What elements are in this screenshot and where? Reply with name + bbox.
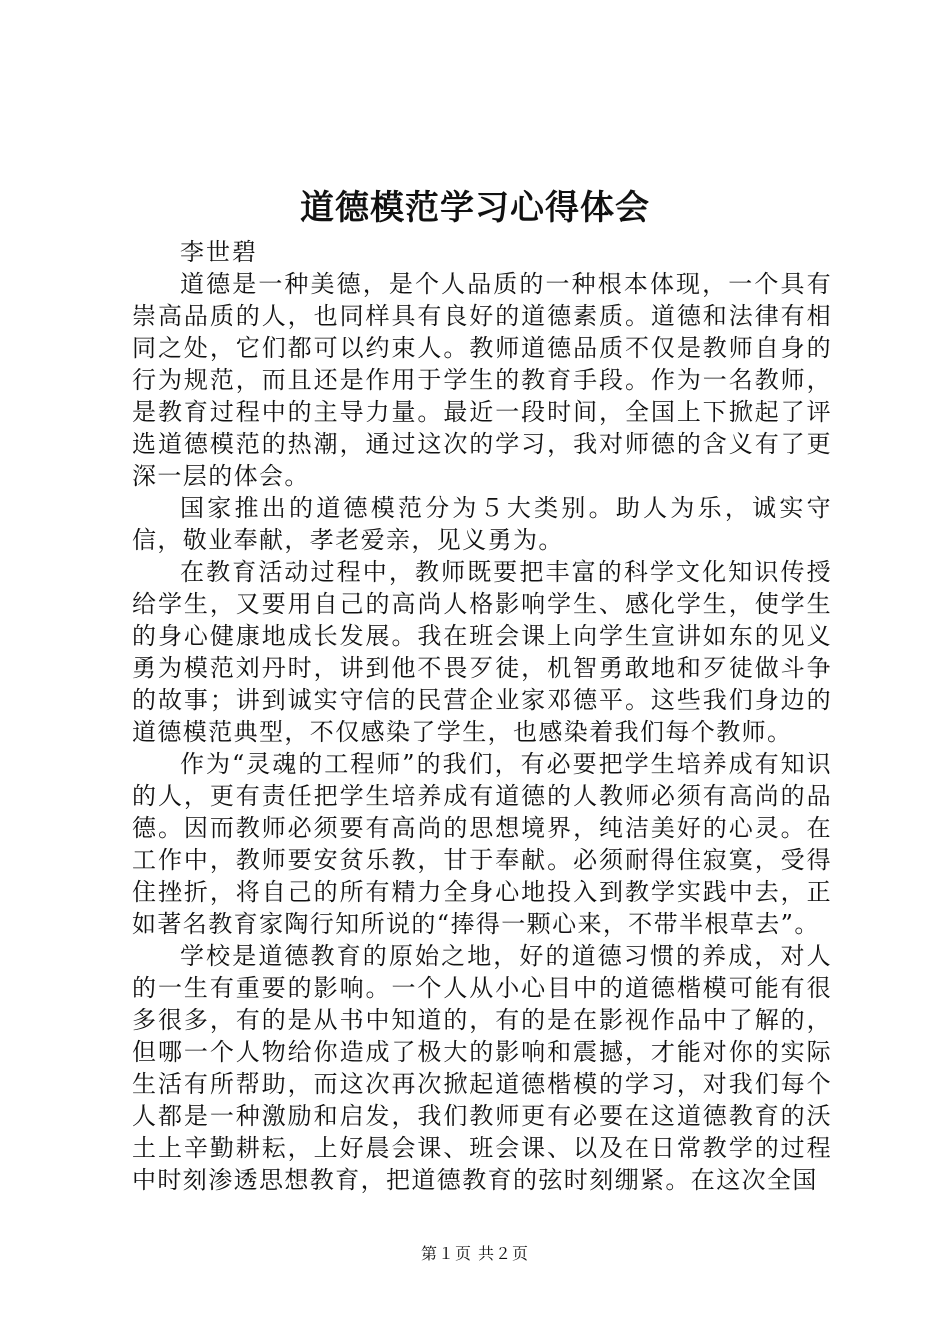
paragraph-4: 作为“灵魂的工程师”的我们，有必要把学生培养成有知识的人，更有责任把学生培养成有道德的人教师必须有高尚的品德。因而教师必须要有高尚的思想境界，纯洁美好的心灵。在工作中，教师要安贫乐教，甘于奉献。必须耐得住寂寞，受得住挫折，将自己的所有精力全身心地投入到教学实践中去，正如著名教育家陶行知所说的“捧得一颗心来，不带半根草去”。 [132, 750, 832, 938]
paragraph-3: 在教育活动过程中，教师既要把丰富的科学文化知识传授给学生，又要用自己的高尚人格影响学生、感化学生，使学生的身心健康地成长发展。我在班会课上向学生宣讲如东的见义勇为模范刘丹时，讲到他不畏歹徒，机智勇敢地和歹徒做斗争的故事；讲到诚实守信的民营企业家邓德平。这些我们身边的道德模范典型，不仅感染了学生，也感染着我们每个教师。 [132, 558, 832, 746]
paragraph-5: 学校是道德教育的原始之地，好的道德习惯的养成，对人的一生有重要的影响。一个人从小心目中的道德楷模可能有很多很多，有的是从书中知道的，有的是在影视作品中了解的，但哪一个人物给你造成了极大的影响和震撼，才能对你的实际生活有所帮助，而这次再次掀起道德楷模的学习，对我们每个人都是一种激励和启发，我们教师更有必要在这道德教育的沃土上辛勤耕耘，上好晨会课、班会课、以及在日常教学的过程中时刻渗透思想教育，把道德教育的弦时刻绷紧。在这次全国 [132, 942, 832, 1194]
document-title: 道德模范学习心得体会 [300, 188, 650, 228]
author-name: 李世碧 [180, 238, 258, 266]
page-number-footer: 第１页 共２页 [420, 1244, 530, 1263]
paragraph-1: 道德是一种美德，是个人品质的一种根本体现，一个具有崇高品质的人，也同样具有良好的道德素质。道德和法律有相同之处，它们都可以约束人。教师道德品质不仅是教师自身的行为规范，而且还是作用于学生的教育手段。作为一名教师，是教育过程中的主导力量。最近一段时间，全国上下掀起了评选道德模范的热潮，通过这次的学习，我对师德的含义有了更深一层的体会。 [132, 270, 832, 490]
document-body [132, 236, 832, 1196]
paragraph-2: 国家推出的道德模范分为５大类别。助人为乐，诚实守信，敬业奉献，孝老爱亲，见义勇为。 [132, 494, 832, 554]
